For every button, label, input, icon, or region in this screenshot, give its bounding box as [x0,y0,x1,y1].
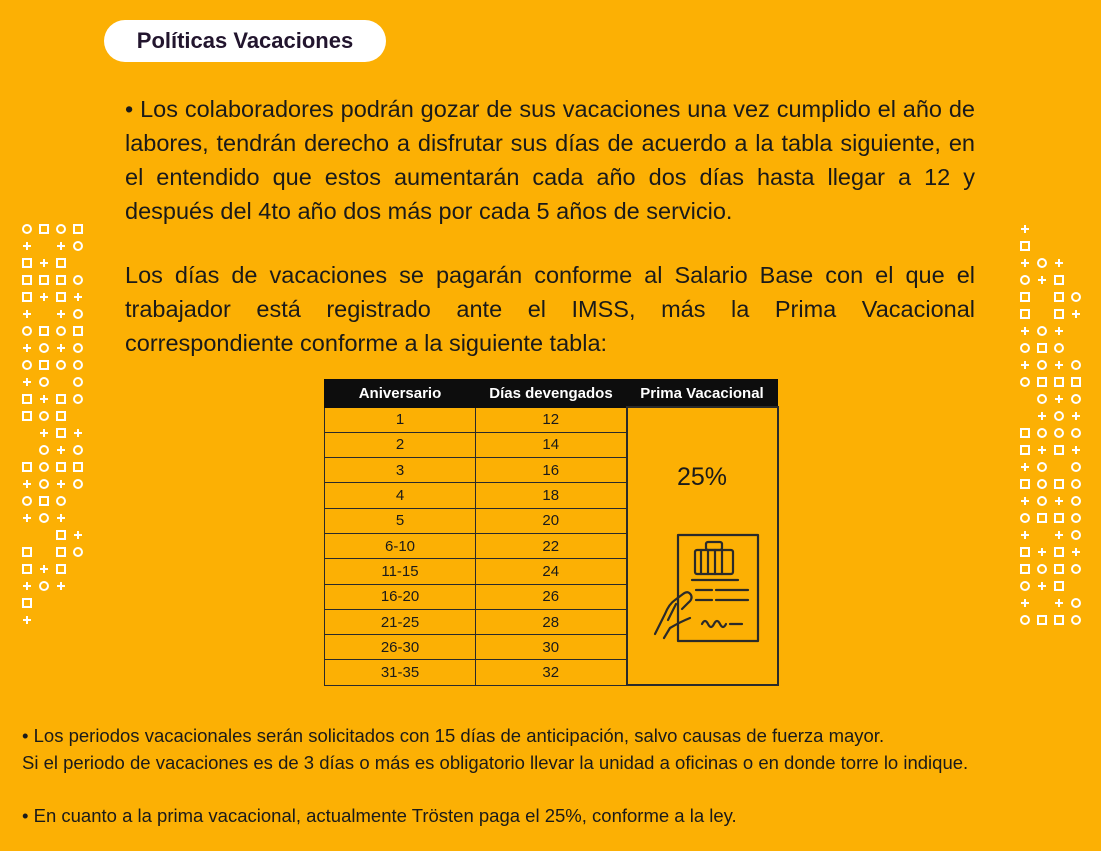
cell-aniversario: 6-10 [325,533,476,558]
cell-dias: 12 [476,407,627,432]
header-prima-vacacional: Prima Vacacional [627,380,778,408]
intro-paragraph-1: • Los colaboradores podrán gozar de sus vacaciones una vez cumplido el año de labores, tendrán derecho a disfrutar sus días de acuerdo a la tabla siguiente, en el entendido que estos aumentarán cada año dos días hasta llegar a 12 y después del 4to año dos más por cada 5 años de servicio. [125,96,975,224]
cell-dias: 26 [476,584,627,609]
cell-aniversario: 4 [325,483,476,508]
prima-value: 25% [676,463,728,491]
cell-aniversario: 16-20 [325,584,476,609]
cell-dias: 30 [476,635,627,660]
left-pattern-icon [20,222,90,634]
cell-aniversario: 5 [325,508,476,533]
page-title-text: Políticas Vacaciones [136,28,354,53]
cell-aniversario: 2 [325,432,476,457]
cell-dias: 14 [476,432,627,457]
cell-aniversario: 3 [325,458,476,483]
cell-aniversario: 26-30 [325,635,476,660]
note-unit-return: Si el periodo de vacaciones es de 3 días o más es obligatorio llevar la unidad a oficinas o en donde torre lo indique. [22,752,969,773]
note-prima-policy: • En cuanto a la prima vacacional, actualmente Trösten paga el 25%, conforme a la ley. [22,805,737,826]
cell-dias: 20 [476,508,627,533]
cell-dias: 24 [476,559,627,584]
cell-aniversario: 31-35 [325,660,476,685]
cell-dias: 16 [476,458,627,483]
page-title [104,20,386,62]
table-row [325,407,778,432]
cell-dias: 22 [476,533,627,558]
note-request-notice: • Los periodos vacacionales serán solicitados con 15 días de anticipación, salvo causas de fuerza mayor. [22,725,885,746]
header-aniversario: Aniversario [325,380,476,408]
cell-aniversario: 1 [325,407,476,432]
intro-paragraph-2: Los días de vacaciones se pagarán conforme al Salario Base con el que el trabajador está registrado ante el IMSS, más la Prima Vacacional correspondiente conforme a la siguiente tabla: [125,262,975,356]
cell-aniversario: 11-15 [325,559,476,584]
right-pattern-icon [1018,222,1088,634]
cell-dias: 18 [476,483,627,508]
table-header-row [325,380,778,408]
vacation-table [324,379,779,686]
cell-prima-vacacional [627,407,778,685]
cell-aniversario: 21-25 [325,609,476,634]
header-dias-devengados: Días devengados [476,380,627,408]
vacation-document-icon [650,532,762,644]
cell-dias: 28 [476,609,627,634]
cell-dias: 32 [476,660,627,685]
